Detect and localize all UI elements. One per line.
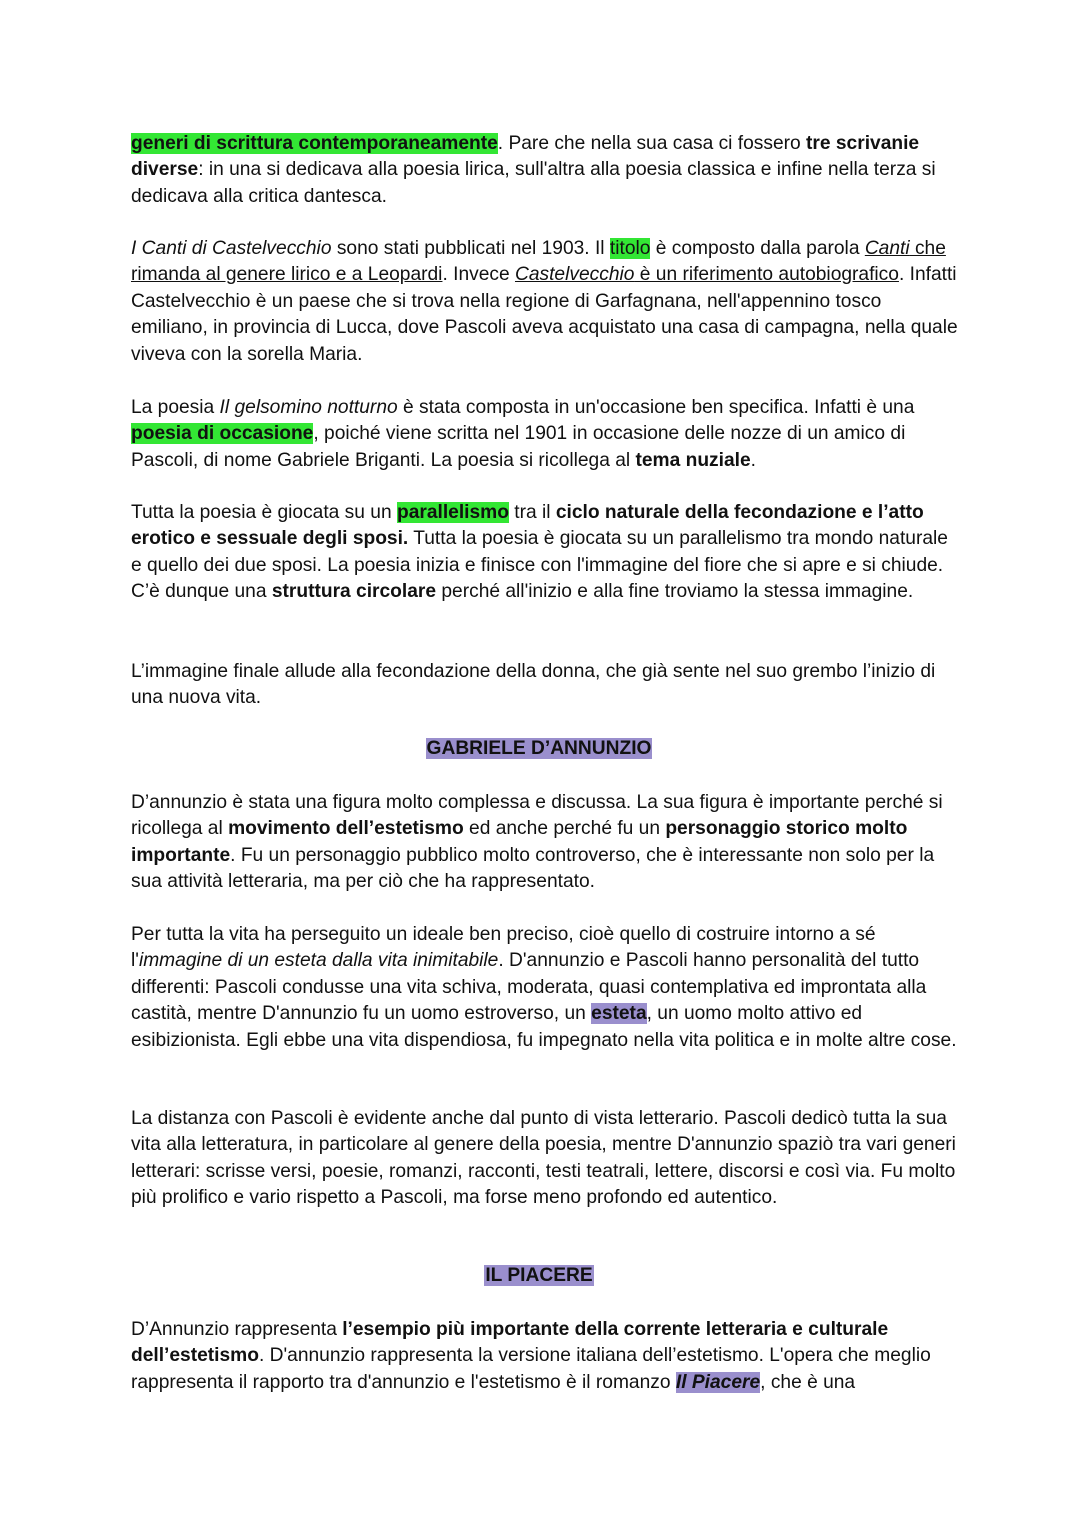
paragraph-scrivanie — [131, 131, 961, 210]
text-segment: . Fu un personaggio pubblico molto controverso, che è interessante non solo per la sua attività letteraria, ma per ciò che ha rappresentato. — [131, 844, 935, 893]
text-segment: , poiché viene scritta nel 1901 in occasione delle nozze di un amico di Pascoli, di nome Gabriele Briganti. La poesia si ricollega al — [131, 423, 906, 471]
italic-segment: immagine di un esteta dalla vita inimitabile — [138, 950, 499, 972]
text-segment: . Infatti Castelvecchio è un paese che si trova nella regione di Garfagnana, nell'appennino tosco emiliano, in provincia di Lucca, dove Pascoli aveva acquistato una casa di campagna, nella quale viveva con la sorella Maria. — [131, 264, 958, 365]
bold-segment: tema nuziale — [635, 449, 751, 471]
text-segment: ed anche perché fu un — [463, 818, 666, 840]
text-segment: . — [750, 449, 756, 471]
paragraph-ideale — [131, 922, 961, 1054]
text-segment: L’immagine finale allude alla fecondazione della donna, che già sente nel suo grembo l’inizio di una nuova vita. — [131, 661, 936, 709]
bold-segment: movimento dell’estetismo — [228, 818, 464, 840]
bold-segment: ciclo naturale della fecondazione e l’atto erotico e sessuale degli sposi. — [131, 502, 924, 550]
text-segment: . D'annunzio e Pascoli hanno personalità del tutto differenti: Pascoli condusse una vita schiva, moderata, quasi contemplativa ed improntata alla castità, mentre D'annunzio fu un uomo estroverso, un — [131, 950, 927, 1025]
text-segment: D’annunzio è stata una figura molto complessa e discussa. La sua figura è importante perché si ricollega al — [131, 792, 943, 840]
bold-segment: l’esempio più importante della corrente letteraria e culturale dell’estetismo — [131, 1319, 889, 1367]
underlined-segment: che rimanda al genere lirico e a Leopardi — [131, 238, 946, 286]
text-segment: tra il — [508, 502, 556, 523]
underlined-segment: è un riferimento autobiografico — [634, 264, 899, 286]
highlight-poesia-occasione: poesia di occasione — [131, 423, 314, 445]
text-segment: La poesia — [131, 397, 220, 418]
text-segment: . D'annunzio rappresenta la versione italiana dell’estetismo. L'opera che meglio rappresenta il rapporto tra d'annunzio e l'estetismo è il romanzo — [131, 1345, 931, 1393]
text-segment: Tutta la poesia è giocata su un — [131, 502, 397, 523]
text-segment: : in una si dedicava alla poesia lirica, sull'altra alla poesia classica e infine nella terza si dedicava alla critica dantesca. — [131, 159, 936, 207]
paragraph-parallelismo — [131, 500, 961, 606]
highlight-generi: generi di scrittura contemporaneamente — [131, 133, 498, 154]
italic-title: I Canti di Castelvecchio — [131, 238, 332, 259]
text-segment: è stata composta in un'occasione ben specifica. Infatti è una — [397, 397, 915, 418]
bold-segment: personaggio storico molto importante — [131, 818, 908, 866]
text-segment: , che è una — [760, 1371, 856, 1393]
bold-segment: struttura circolare — [271, 581, 437, 603]
paragraph-figura-complessa — [131, 790, 961, 896]
highlight-titolo: titolo — [609, 238, 651, 259]
text-segment: Per tutta la vita ha perseguito un ideale ben preciso, cioè quello di costruire intorno a sé l' — [131, 924, 876, 972]
paragraph-estetismo — [131, 1317, 961, 1396]
section-heading-il-piacere — [131, 1263, 947, 1289]
text-segment: sono stati pubblicati nel 1903. Il — [331, 238, 610, 259]
paragraph-canti-castelvecchio — [131, 236, 961, 368]
underlined-italic-canti: Canti — [864, 238, 910, 259]
paragraph-gelsomino — [131, 395, 961, 474]
paragraph-immagine-finale — [131, 659, 961, 712]
bold-segment: tre scrivanie diverse — [131, 133, 920, 181]
highlight-il-piacere: Il Piacere — [675, 1371, 761, 1393]
underlined-italic-castelvecchio: Castelvecchio — [514, 264, 635, 286]
heading-text: GABRIELE D’ANNUNZIO — [426, 738, 652, 759]
text-segment: è composto dalla parola — [650, 238, 865, 259]
text-segment: La distanza con Pascoli è evidente anche dal punto di vista letterario. Pascoli dedicò tutta la sua vita alla letteratura, in particolare al genere della poesia, mentre D'annunzio spaziò tra vari generi letterari: scrisse versi, poesie, romanzi, racconti, testi teatrali, lettere, discorsi e così via. Fu molto più prolifico e vario rispetto a Pascoli, ma forse meno profondo ed autentico. — [131, 1108, 956, 1209]
section-heading-dannunzio — [131, 736, 947, 762]
text-segment: D’Annunzio rappresenta — [131, 1319, 343, 1340]
italic-title: Il gelsomino notturno — [219, 397, 398, 418]
text-segment: perché all'inizio e alla fine troviamo la stessa immagine. — [436, 581, 914, 603]
text-segment: . Pare che nella sua casa ci fossero — [497, 133, 807, 154]
text-segment: , un uomo molto attivo ed esibizionista. Egli ebbe una vita dispendiosa, fu impegnato nella vita politica e in molte altre cose. — [131, 1003, 957, 1051]
highlight-parallelismo: parallelismo — [396, 502, 509, 523]
text-segment: . Invece — [442, 264, 515, 286]
heading-text: IL PIACERE — [485, 1265, 593, 1286]
text-segment: Tutta la poesia è giocata su un parallelismo tra mondo naturale e quello dei due sposi. La poesia inizia e finisce con l'immagine del fiore che si apre e si chiude. C’è dunque una — [131, 528, 948, 603]
paragraph-distanza-pascoli — [131, 1106, 961, 1212]
highlight-esteta: esteta — [591, 1003, 647, 1025]
